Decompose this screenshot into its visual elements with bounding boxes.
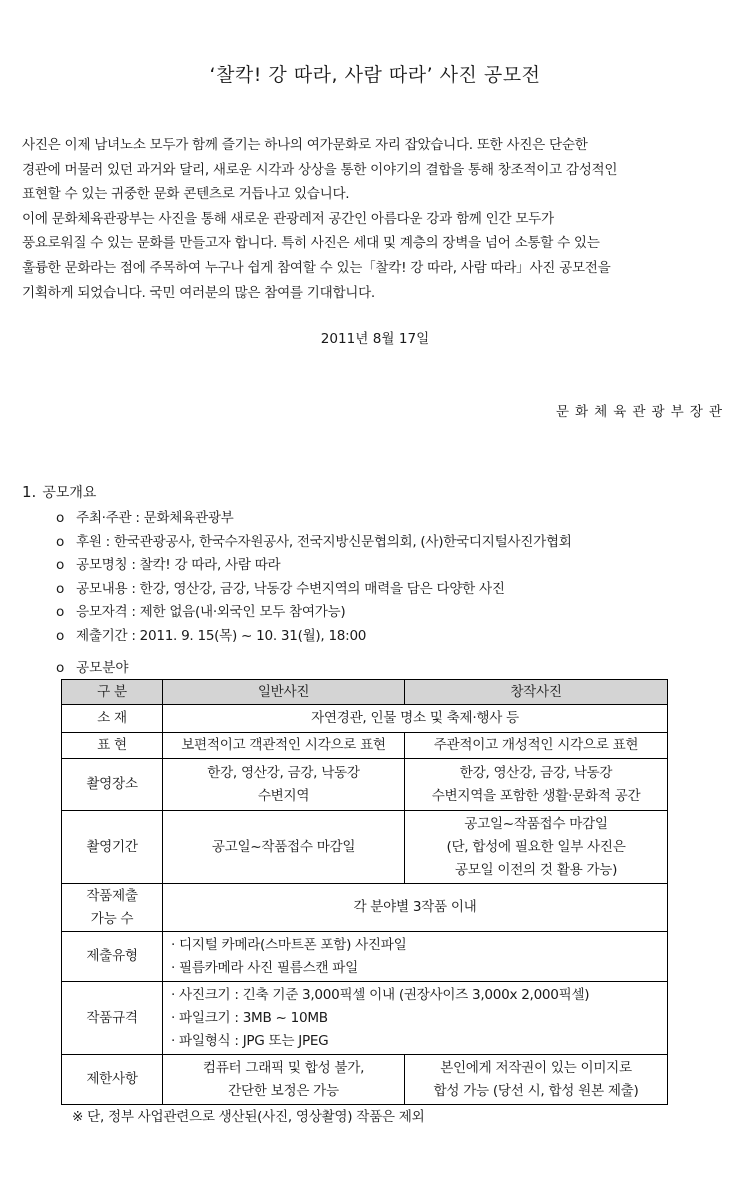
table-cell: [405, 1055, 668, 1105]
table-cell: [163, 759, 405, 811]
intro-paragraph: [22, 133, 732, 305]
cell-line: 가능 수: [90, 910, 134, 927]
overview-item: [56, 578, 572, 602]
cell-line: 합성 가능 (당선 시, 합성 원본 제출): [433, 1082, 639, 1099]
table-cell: [405, 759, 668, 811]
overview-item: [56, 531, 572, 555]
bullet-icon: o: [56, 557, 65, 573]
row-label: [62, 884, 163, 932]
cell-line: · 파일형식 : JPG 또는 JPEG: [171, 1032, 329, 1049]
bullet-icon: o: [56, 627, 65, 644]
table-row: [62, 705, 668, 733]
table-cell: 공고일~작품접수 마감일: [163, 811, 405, 884]
bullet-icon: o: [56, 580, 65, 597]
row-label: 작품규격: [62, 982, 163, 1055]
intro-line: 풍요로워질 수 있는 문화를 만들고자 합니다. 특히 사진은 세대 및 계층의 장벽을 넘어 소통할 수 있는: [22, 235, 600, 252]
table-row: [62, 982, 668, 1055]
table-cell: 보편적이고 객관적인 시각으로 표현: [163, 733, 405, 759]
overview-item: [56, 554, 572, 578]
intro-line: 이에 문화체육관광부는 사진을 통해 새로운 관광레저 공간인 아름다운 강과 함께 인간 모두가: [22, 210, 554, 227]
cell-line: (단, 합성에 필요한 일부 사진은: [446, 838, 626, 855]
intro-line: 표현할 수 있는 귀중한 문화 콘텐츠로 거듭나고 있습니다.: [22, 186, 350, 203]
intro-line: 훌륭한 문화라는 점에 주목하여 누구나 쉽게 참여할 수 있는「찰칵! 강 따라, 사람 따라」사진 공모전을: [22, 259, 611, 276]
table-cell: [405, 811, 668, 884]
section-heading: [22, 482, 96, 502]
table-header-row: [62, 680, 668, 705]
table-row: [62, 733, 668, 759]
cell-line: · 필름카메라 사진 필름스캔 파일: [171, 959, 358, 976]
cell-line: 한강, 영산강, 금강, 낙동강: [207, 764, 360, 781]
overview-text: 후원 : 한국관광공사, 한국수자원공사, 전국지방신문협의회, (사)한국디지털사진가협회: [76, 533, 572, 550]
bullet-icon: o: [56, 533, 65, 550]
overview-text: 공모명칭 : 찰칵! 강 따라, 사람 따라: [76, 557, 281, 573]
table-row: [62, 1055, 668, 1105]
table-row: [62, 884, 668, 932]
cell-line: 한강, 영산강, 금강, 낙동강: [459, 764, 613, 781]
cell-line: · 사진크기 : 긴축 기준 3,000픽셀 이내 (권장사이즈 3,000x 2,000픽셀): [171, 986, 590, 1003]
overview-list: [56, 507, 572, 648]
table-cell: 각 분야별 3작품 이내: [163, 884, 668, 932]
overview-text: 주최·주관 : 문화체육관광부: [76, 510, 234, 526]
row-label: 제한사항: [62, 1055, 163, 1105]
cell-line: · 파일크기 : 3MB ~ 10MB: [171, 1009, 328, 1026]
cell-line: 공고일~작품접수 마감일: [464, 815, 608, 832]
intro-line: 경관에 머물러 있던 과거와 달리, 새로운 시각과 상상을 통한 이야기의 결합을 통해 창조적이고 감성적인: [22, 161, 618, 178]
table-header-cell: 일반사진: [163, 680, 405, 705]
row-label: 촬영장소: [62, 759, 163, 811]
cell-line: 컴퓨터 그래픽 및 합성 불가,: [202, 1059, 365, 1076]
field-label-text: 공모분야: [76, 660, 129, 676]
table-cell: [163, 1055, 405, 1105]
table-row: [62, 759, 668, 811]
document-title: ‘찰칵! 강 따라, 사람 따라’ 사진 공모전: [209, 64, 541, 86]
row-label: 소 재: [62, 705, 163, 733]
cell-line: 수변지역을 포함한 생활·문화적 공간: [431, 787, 641, 804]
cell-line: 간단한 보정은 가능: [228, 1082, 339, 1099]
section-title: 공모개요: [42, 485, 97, 501]
overview-text: 응모자격 : 제한 없음(내·외국인 모두 참여가능): [76, 604, 346, 620]
cell-line: 수변지역: [257, 787, 310, 804]
overview-item: [56, 625, 572, 649]
table-header-cell: 창작사진: [405, 680, 668, 705]
announcement-date: 2011년 8월 17일: [320, 331, 430, 347]
category-table: [61, 679, 668, 1105]
cell-line: 공모일 이전의 것 활용 가능): [454, 861, 618, 878]
intro-line: 사진은 이제 남녀노소 모두가 함께 즐기는 하나의 여가문화로 자리 잡았습니다. 또한 사진은 단순한: [22, 137, 588, 153]
signature: 문화체육관광부장관: [555, 404, 728, 420]
bullet-icon: o: [56, 510, 65, 526]
bullet-icon: o: [56, 660, 65, 676]
table-cell: 주관적이고 개성적인 시각으로 표현: [405, 733, 668, 759]
cell-line: 작품제출: [86, 887, 138, 904]
section-number: 1.: [22, 483, 37, 501]
table-header-cell: 구 분: [62, 680, 163, 705]
row-label: 촬영기간: [62, 811, 163, 884]
table-cell: [163, 932, 668, 982]
table-cell: 자연경관, 인물 명소 및 축제·행사 등: [163, 705, 668, 733]
overview-text: 제출기간 : 2011. 9. 15(목) ~ 10. 31(월), 18:00: [76, 627, 367, 644]
intro-line: 기획하게 되었습니다. 국민 여러분의 많은 참여를 기대합니다.: [22, 284, 375, 301]
overview-text: 공모내용 : 한강, 영산강, 금강, 낙동강 수변지역의 매력을 담은 다양한 사진: [76, 580, 505, 597]
table-cell: [163, 982, 668, 1055]
row-label: 표 현: [62, 733, 163, 759]
cell-line: 본인에게 저작권이 있는 이미지로: [440, 1059, 632, 1076]
overview-item: [56, 507, 572, 531]
table-row: [62, 811, 668, 884]
overview-item: [56, 601, 572, 625]
footnote: ※ 단, 정부 사업관련으로 생산된(사진, 영상촬영) 작품은 제외: [72, 1109, 425, 1125]
bullet-icon: o: [56, 604, 65, 620]
cell-line: · 디지털 카메라(스마트폰 포함) 사진파일: [171, 936, 407, 953]
row-label: 제출유형: [62, 932, 163, 982]
field-label: [56, 656, 129, 676]
table-row: [62, 932, 668, 982]
